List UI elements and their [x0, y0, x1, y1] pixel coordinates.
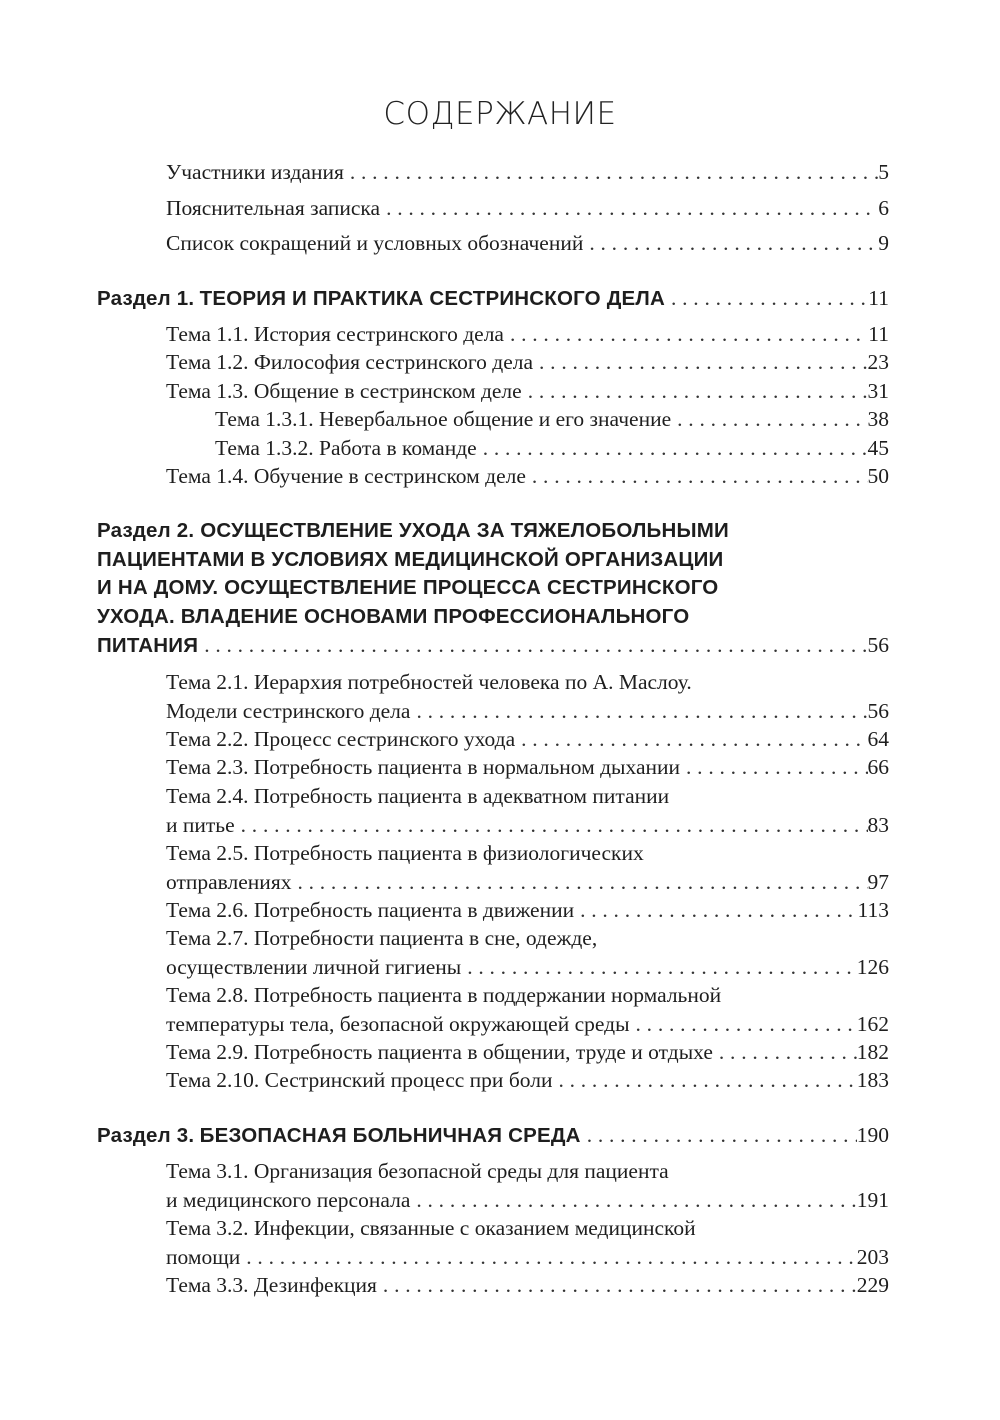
dot-leader [630, 1010, 857, 1039]
dot-leader [552, 1066, 856, 1095]
section-title: ТЕОРИЯ И ПРАКТИКА СЕСТРИНСКОГО ДЕЛА [199, 287, 665, 310]
toc-page-number: 9 [878, 231, 889, 255]
toc-page-number: 162 [856, 1011, 889, 1036]
toc-topic-2-2[interactable] [166, 725, 889, 754]
toc-topic-2-9[interactable] [166, 1038, 889, 1067]
topic-prefix: Тема 2.3. [166, 755, 249, 779]
toc-section-2[interactable] [97, 517, 889, 661]
topic-prefix: Тема 2.10. [166, 1068, 260, 1092]
dot-leader [526, 462, 868, 491]
topic-title: Организация безопасной среды для пациента [253, 1159, 669, 1183]
section-prefix: Раздел 3. [97, 1124, 195, 1147]
topic-prefix: Тема 2.6. [166, 898, 249, 922]
topic-title: Философия сестринского дела [253, 350, 534, 374]
topic-title: Сестринский процесс при боли [264, 1068, 553, 1092]
toc-page-number: 6 [878, 196, 889, 220]
dot-leader [291, 868, 867, 897]
toc-page-number: 203 [856, 1244, 889, 1269]
topic-title: Потребность пациента в нормальном дыхании [253, 755, 681, 779]
topic-prefix: Тема 1.3.2. [215, 436, 314, 460]
toc-page-number: 126 [856, 954, 889, 979]
topic-title: Потребность пациента в адекватном питании [253, 784, 670, 808]
topic-title: Инфекции, связанные с оказанием медицинской [253, 1216, 696, 1240]
toc-topic-2-5[interactable] [166, 839, 889, 896]
toc-section-3[interactable] [97, 1121, 889, 1151]
toc-topic-2-7[interactable] [166, 924, 889, 981]
toc-topic-1-3-2[interactable] [215, 434, 889, 463]
toc-page-number: 64 [867, 727, 889, 751]
topic-title: Иерархия потребностей человека по А. Маслоу. [253, 670, 692, 694]
toc-topic-3-3[interactable] [166, 1271, 889, 1300]
topic-title: Потребность пациента в поддержании нормальной [253, 983, 722, 1007]
toc-page-number: 191 [856, 1187, 889, 1212]
section-title-line: ОСУЩЕСТВЛЕНИЕ УХОДА ЗА ТЯЖЕЛОБОЛЬНЫМИ [200, 519, 729, 542]
toc-topic-2-6[interactable] [166, 896, 889, 925]
toc-section-1[interactable] [97, 284, 889, 314]
toc-entry-abbreviations[interactable] [166, 229, 889, 258]
topic-prefix: Тема 1.2. [166, 350, 249, 374]
dot-leader [665, 284, 868, 313]
topic-title: Процесс сестринского ухода [253, 727, 516, 751]
dot-leader [504, 320, 868, 349]
dot-leader [377, 1271, 857, 1300]
toc-entry-explanatory-note[interactable] [166, 194, 889, 223]
toc-page-number: 113 [857, 898, 889, 922]
toc-topic-2-3[interactable] [166, 753, 889, 782]
toc-topic-1-2[interactable] [166, 348, 889, 377]
dot-leader [522, 377, 868, 406]
topic-title: Дезинфекция [253, 1273, 377, 1297]
section-title-line: И НА ДОМУ. ОСУЩЕСТВЛЕНИЕ ПРОЦЕССА СЕСТРИНСКОГО [97, 576, 719, 600]
dot-leader [515, 725, 867, 754]
topic-prefix: Тема 2.2. [166, 727, 249, 751]
topic-prefix: Тема 2.4. [166, 784, 249, 808]
dot-leader [533, 348, 867, 377]
toc-page-number: 11 [868, 286, 889, 310]
topic-title: Обучение в сестринском деле [253, 464, 526, 488]
dot-leader [477, 434, 868, 463]
toc-entry-title: Пояснительная записка [166, 196, 381, 220]
dot-leader [198, 631, 867, 660]
toc-page-number: 31 [867, 379, 889, 403]
page-title: СОДЕРЖАНИЕ [383, 96, 617, 132]
toc-page-number: 97 [867, 869, 889, 894]
topic-title-continued: помощи [166, 1244, 241, 1269]
topic-prefix: Тема 1.1. [166, 322, 249, 346]
dot-leader [461, 953, 857, 982]
topic-prefix: Тема 2.7. [166, 926, 249, 950]
dot-leader [574, 896, 857, 925]
toc-topic-2-10[interactable] [166, 1066, 889, 1095]
toc-topic-2-8[interactable] [166, 981, 889, 1038]
dot-leader [671, 405, 867, 434]
topic-title: Невербальное общение и его значение [318, 407, 672, 431]
toc-topic-3-1[interactable] [166, 1157, 889, 1214]
section-title-line: ПИТАНИЯ [97, 634, 199, 658]
toc-topic-2-1[interactable] [166, 668, 889, 725]
toc-topic-1-4[interactable] [166, 462, 889, 491]
topic-prefix: Тема 1.4. [166, 464, 249, 488]
topic-prefix: Тема 2.1. [166, 670, 249, 694]
topic-prefix: Тема 1.3.1. [215, 407, 314, 431]
dot-leader [581, 1121, 857, 1150]
section-title-line: УХОДА. ВЛАДЕНИЕ ОСНОВАМИ ПРОФЕССИОНАЛЬНОГО [97, 604, 690, 628]
dot-leader [410, 1186, 856, 1215]
toc-page-number: 229 [856, 1273, 889, 1297]
toc-topic-3-2[interactable] [166, 1214, 889, 1271]
dot-leader [680, 753, 867, 782]
toc-page-number: 183 [856, 1068, 889, 1092]
toc-page-number: 56 [867, 698, 889, 723]
topic-prefix: Тема 2.8. [166, 983, 249, 1007]
toc-page-number: 50 [867, 464, 889, 488]
dot-leader [410, 697, 867, 726]
section-title-line: ПАЦИЕНТАМИ В УСЛОВИЯХ МЕДИЦИНСКОЙ ОРГАНИЗАЦИИ [97, 547, 724, 571]
toc-page-number: 66 [867, 755, 889, 779]
toc-page-number: 38 [867, 407, 889, 431]
toc-page-number: 5 [878, 160, 889, 184]
topic-title: История сестринского дела [253, 322, 504, 346]
topic-title: Потребность пациента в физиологических [253, 841, 644, 865]
topic-prefix: Тема 3.1. [166, 1159, 249, 1183]
toc-entry-contributors[interactable] [166, 158, 889, 187]
section-prefix: Раздел 2. [97, 519, 195, 542]
toc-page-number: 23 [867, 350, 889, 374]
topic-title-continued: и медицинского персонала [166, 1187, 411, 1212]
toc-page-number: 11 [868, 322, 889, 346]
section-title: БЕЗОПАСНАЯ БОЛЬНИЧНАЯ СРЕДА [199, 1124, 581, 1147]
topic-title: Потребности пациента в сне, одежде, [253, 926, 598, 950]
topic-title-continued: и питье [166, 812, 235, 837]
topic-title-continued: Модели сестринского дела [166, 698, 411, 723]
topic-prefix: Тема 3.3. [166, 1273, 249, 1297]
section-prefix: Раздел 1. [97, 287, 195, 310]
dot-leader [344, 158, 878, 187]
topic-title-continued: температуры тела, безопасной окружающей среды [166, 1011, 630, 1036]
topic-title-continued: отправлениях [166, 869, 292, 894]
dot-leader [583, 229, 878, 258]
topic-title: Работа в команде [318, 436, 477, 460]
dot-leader [380, 194, 878, 223]
topic-prefix: Тема 3.2. [166, 1216, 249, 1240]
toc-page-number: 83 [867, 812, 889, 837]
toc-topic-1-1[interactable] [166, 320, 889, 349]
toc-page-number: 56 [867, 633, 889, 658]
dot-leader [235, 811, 868, 840]
dot-leader [713, 1038, 857, 1067]
toc-entry-title: Список сокращений и условных обозначений [166, 231, 584, 255]
toc-page-number: 45 [867, 436, 889, 460]
toc-page-number: 190 [856, 1123, 889, 1147]
toc-topic-1-3-1[interactable] [215, 405, 889, 434]
topic-prefix: Тема 2.5. [166, 841, 249, 865]
toc-topic-2-4[interactable] [166, 782, 889, 839]
topic-prefix: Тема 2.9. [166, 1040, 249, 1064]
topic-title: Потребность пациента в движении [253, 898, 575, 922]
toc-entry-title: Участники издания [166, 160, 344, 184]
dot-leader [240, 1243, 856, 1272]
topic-title: Потребность пациента в общении, труде и отдыхе [253, 1040, 713, 1064]
toc-topic-1-3[interactable] [166, 377, 889, 406]
topic-title: Общение в сестринском деле [253, 379, 522, 403]
topic-title-continued: осуществлении личной гигиены [166, 954, 462, 979]
toc-page-number: 182 [856, 1040, 889, 1064]
topic-prefix: Тема 1.3. [166, 379, 249, 403]
